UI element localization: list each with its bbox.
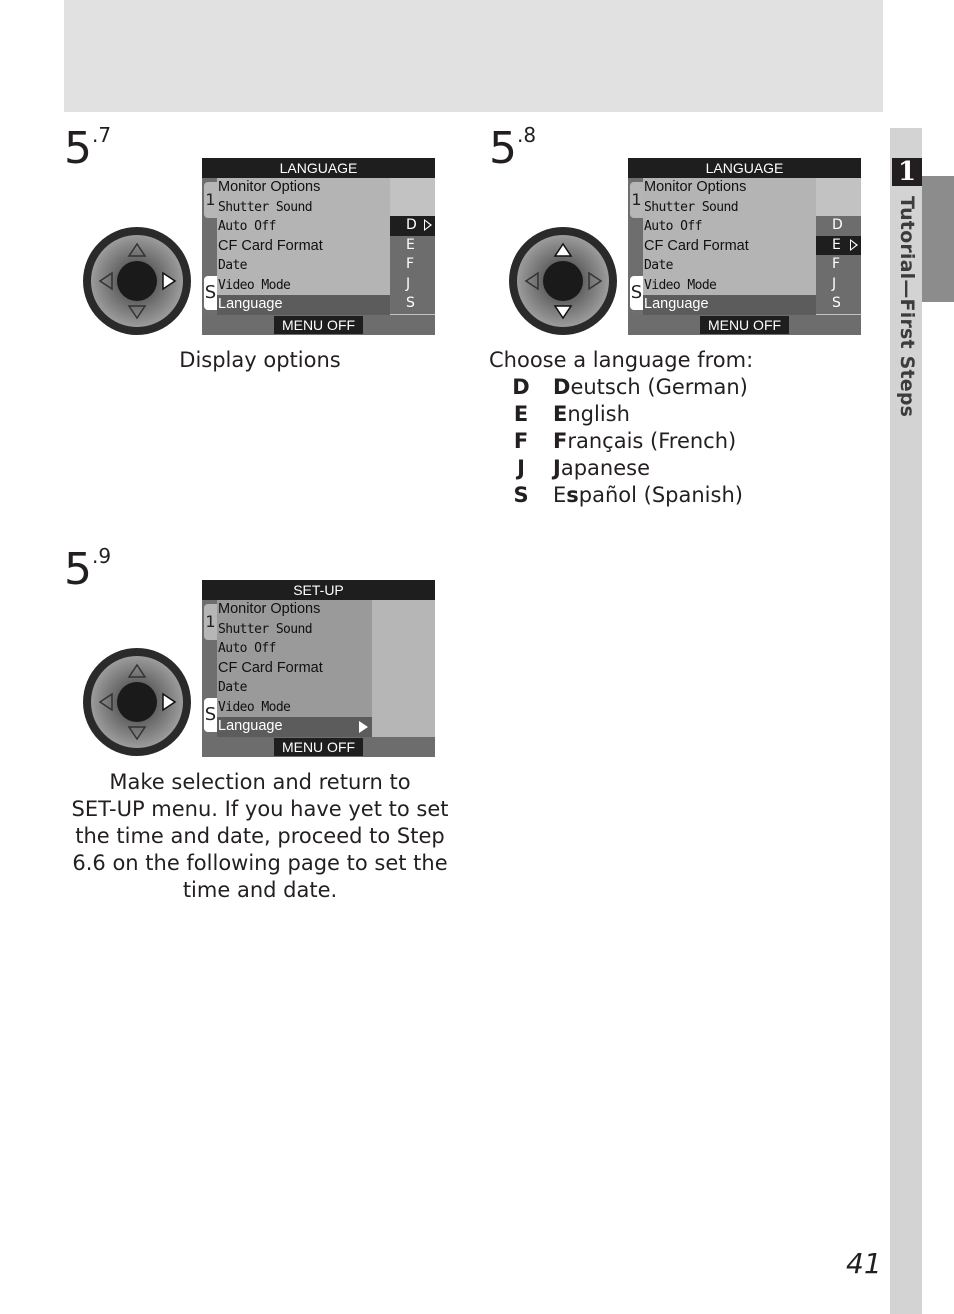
- menu-item: Shutter Sound: [218, 621, 312, 637]
- right-arrow-icon: [359, 721, 368, 733]
- screen-title: LANGUAGE: [628, 158, 861, 178]
- language-code: S: [513, 483, 529, 507]
- menu-item-list: [643, 178, 816, 315]
- step-number: $5^{.7}$: [64, 123, 112, 174]
- menu-tab-setup: S: [630, 276, 643, 310]
- menu-item: Auto Off: [218, 641, 276, 656]
- menu-item: CF Card Format: [218, 659, 323, 676]
- multi-selector-icon: [82, 226, 192, 336]
- language-list-item: [508, 455, 748, 482]
- camera-lcd-screen: [202, 580, 435, 757]
- language-option: E: [816, 236, 861, 256]
- menu-item: Date: [218, 258, 247, 273]
- language-list-item: [508, 428, 748, 455]
- menu-item: Video Mode: [644, 277, 717, 293]
- page-number: 41: [846, 1247, 882, 1280]
- menu-tab-1: 1: [204, 182, 217, 218]
- submenu-panel: [372, 600, 435, 737]
- language-code: E: [513, 402, 529, 426]
- menu-item-list: [217, 600, 372, 737]
- right-arrow-icon: [424, 219, 432, 231]
- language-name: Español (Spanish): [553, 483, 743, 507]
- language-name: Deutsch (German): [553, 375, 748, 399]
- menu-item: CF Card Format: [644, 237, 749, 254]
- language-option: J: [390, 275, 435, 295]
- step-caption: Display options: [179, 348, 341, 372]
- right-arrow-icon: [850, 239, 858, 251]
- menu-tab-setup: S: [204, 698, 217, 732]
- step-number: $5^{.8}$: [489, 123, 537, 174]
- menu-item-selected: Language: [217, 717, 372, 737]
- language-option: D: [390, 216, 435, 236]
- language-option: J: [816, 275, 861, 295]
- menu-item: Shutter Sound: [218, 199, 312, 215]
- language-options: [816, 216, 861, 315]
- screen-footer: MENU OFF: [202, 315, 435, 335]
- menu-item: Auto Off: [644, 219, 702, 234]
- language-name: Français (French): [553, 429, 737, 453]
- step-number: $5^{.9}$: [64, 544, 112, 595]
- camera-lcd-screen: [628, 158, 861, 335]
- language-option: E: [390, 236, 435, 256]
- caption-line: SET-UP menu. If you have yet to set: [71, 797, 449, 821]
- language-option: D: [816, 216, 861, 236]
- menu-item: Video Mode: [218, 699, 291, 715]
- menu-item: Auto Off: [218, 219, 276, 234]
- menu-tab-1: 1: [630, 182, 643, 218]
- caption-line: 6.6 on the following page to set the: [72, 851, 448, 875]
- menu-tab-setup: S: [204, 276, 217, 310]
- caption-line: the time and date, proceed to Step: [75, 824, 445, 848]
- screen-footer: MENU OFF: [628, 315, 861, 335]
- chapter-title: Tutorial—First Steps: [896, 196, 918, 418]
- step-caption: [64, 769, 456, 904]
- step-caption: Choose a language from:: [489, 348, 754, 372]
- menu-item-list: [217, 178, 390, 315]
- menu-item: Video Mode: [218, 277, 291, 293]
- caption-line: time and date.: [182, 878, 338, 902]
- camera-lcd-screen: [202, 158, 435, 335]
- screen-footer: MENU OFF: [202, 737, 435, 757]
- menu-item-selected: Language: [217, 295, 390, 315]
- language-option: F: [816, 255, 861, 275]
- language-option: S: [390, 294, 435, 314]
- language-name: Japanese: [553, 456, 650, 480]
- header-band: [64, 0, 883, 112]
- language-option: S: [816, 294, 861, 314]
- caption-line: Make selection and return to: [109, 770, 411, 794]
- language-list-item: [508, 482, 748, 509]
- language-code: J: [517, 456, 525, 480]
- chapter-tab-marker: [922, 176, 954, 302]
- menu-item: Monitor Options: [218, 601, 321, 617]
- menu-item: Monitor Options: [644, 179, 747, 195]
- language-list-item: [508, 401, 748, 428]
- language-list: [508, 374, 748, 509]
- menu-item: CF Card Format: [218, 237, 323, 254]
- multi-selector-icon: [508, 226, 618, 336]
- menu-item: Date: [644, 258, 673, 273]
- menu-item: Shutter Sound: [644, 199, 738, 215]
- menu-item: Date: [218, 680, 247, 695]
- multi-selector-icon: [82, 647, 192, 757]
- language-code: F: [513, 429, 529, 453]
- language-list-item: [508, 374, 748, 401]
- language-code: D: [512, 375, 530, 399]
- language-options: [390, 216, 435, 315]
- screen-title: SET-UP: [202, 580, 435, 600]
- menu-tab-1: 1: [204, 604, 217, 640]
- screen-title: LANGUAGE: [202, 158, 435, 178]
- language-name: English: [553, 402, 630, 426]
- menu-item: Monitor Options: [218, 179, 321, 195]
- menu-item-selected: Language: [643, 295, 816, 315]
- chapter-number: 1: [892, 158, 922, 186]
- language-option: F: [390, 255, 435, 275]
